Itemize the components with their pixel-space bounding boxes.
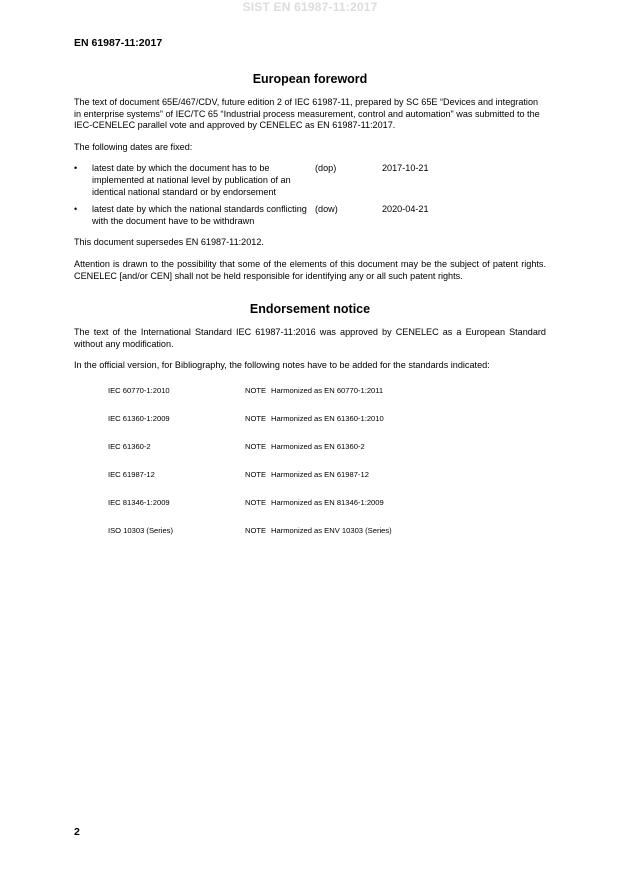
date-row-dow xyxy=(74,204,546,227)
table-row xyxy=(108,382,392,410)
watermark: SIST EN 61987-11:2017 xyxy=(242,0,378,14)
harmonized-cell: Harmonized as EN 61360-2 xyxy=(271,441,365,451)
attention-paragraph: Attention is drawn to the possibility that some of the elements of this document may be the subject of patent rights. CENELEC [and/or CEN] shall not be held responsible for identifying any or all such patent rights. xyxy=(74,258,546,281)
table-row xyxy=(108,466,392,494)
standard-cell: IEC 61987-12 xyxy=(108,469,155,479)
note-cell: NOTE xyxy=(245,525,267,535)
standard-cell: IEC 61360-1:2009 xyxy=(108,413,170,423)
supersedes-paragraph: This document supersedes EN 61987-11:2012. xyxy=(74,237,264,248)
document-id-header: EN 61987-11:2017 xyxy=(74,37,163,49)
note-cell: NOTE xyxy=(245,385,267,395)
table-row xyxy=(108,494,392,522)
page-number: 2 xyxy=(74,826,80,838)
note-cell: NOTE xyxy=(245,497,267,507)
note-cell: NOTE xyxy=(245,441,267,451)
date-value: 2020-04-21 xyxy=(382,204,429,215)
table-row xyxy=(108,522,392,550)
harmonized-cell: Harmonized as EN 61360-1:2010 xyxy=(271,413,384,423)
date-row-dop xyxy=(74,163,546,198)
date-value: 2017-10-21 xyxy=(382,163,429,174)
note-cell: NOTE xyxy=(245,413,267,423)
foreword-title: European foreword xyxy=(252,72,368,86)
endorsement-paragraph-2: In the official version, for Bibliography, the following notes have to be added for the standards indicated: xyxy=(74,360,490,371)
foreword-paragraph-1: The text of document 65E/467/CDV, future edition 2 of IEC 61987-11, prepared by SC 65E “Devices and integration in enterprise systems” of IEC/TC 65 “Industrial process measurement, control and automation" was submitted to the IEC-CENELEC parallel vote and approved by CENELEC as EN 61987-11:2017. xyxy=(74,97,540,131)
bullet: • xyxy=(74,163,78,174)
date-code: (dop) xyxy=(315,163,337,174)
note-cell: NOTE xyxy=(245,469,267,479)
standard-cell: ISO 10303 (Series) xyxy=(108,525,173,535)
date-description: latest date by which the document has to be implemented at national level by publication of an identical national standard or by endorsement xyxy=(92,163,291,197)
harmonized-cell: Harmonized as EN 61987-12 xyxy=(271,469,369,479)
harmonized-cell: Harmonized as EN 60770-1:2011 xyxy=(271,385,384,395)
bibliography-notes-table xyxy=(108,382,392,550)
endorsement-title: Endorsement notice xyxy=(249,302,371,317)
table-row xyxy=(108,438,392,466)
bullet: • xyxy=(74,204,78,215)
harmonized-cell: Harmonized as EN 81346-1:2009 xyxy=(271,497,384,507)
endorsement-paragraph-1: The text of the International Standard IEC 61987-11:2016 was approved by CENELEC as a European Standard without any modification. xyxy=(74,327,546,349)
dates-list xyxy=(74,163,546,227)
table-row xyxy=(108,410,392,438)
standard-cell: IEC 60770-1:2010 xyxy=(108,385,170,395)
standard-cell: IEC 81346-1:2009 xyxy=(108,497,170,507)
date-code: (dow) xyxy=(315,204,338,215)
harmonized-cell: Harmonized as ENV 10303 (Series) xyxy=(271,525,392,535)
date-description: latest date by which the national standards conflicting with the document have to be withdrawn xyxy=(92,204,307,226)
foreword-paragraph-2: The following dates are fixed: xyxy=(74,141,193,152)
standard-cell: IEC 61360-2 xyxy=(108,441,151,451)
page-body xyxy=(74,72,546,550)
